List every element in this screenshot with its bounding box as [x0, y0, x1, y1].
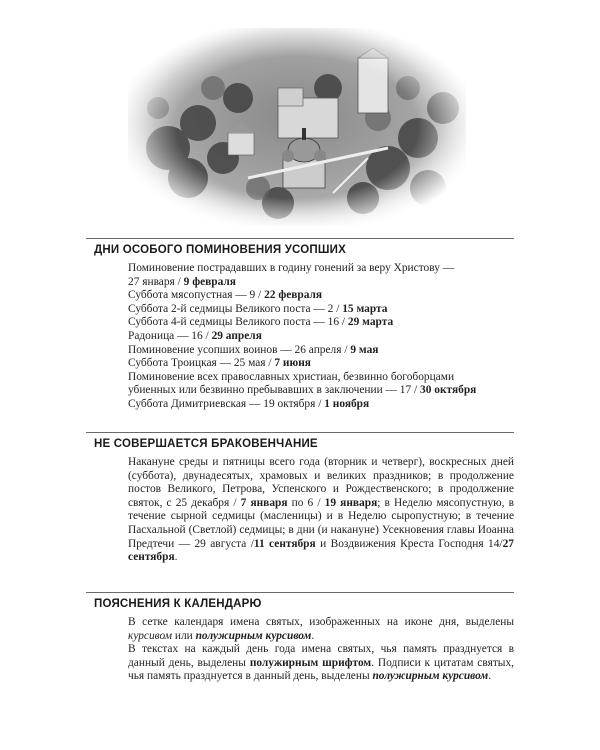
item-text: Суббота Димитриевская — 19 октября / — [128, 397, 325, 410]
item-text: Суббота Троицкая — 25 мая / — [128, 357, 275, 370]
paragraph-text: или — [172, 629, 196, 642]
item-text: Радоница — 16 / — [128, 329, 212, 342]
section-divider — [86, 432, 514, 433]
list-item — [128, 289, 514, 303]
section-no-weddings — [86, 432, 514, 565]
item-date-bold: 29 марта — [347, 316, 394, 329]
date-bold: 27 сентября — [128, 537, 514, 564]
item-date-bold: 1 ноября — [324, 397, 370, 410]
paragraph-text: ; в Неделю мясопустную, в течение сырной седмицы (масленицы) и в Неделю сыропустную; в течение Пасхальной (Светлой) седмицы; в дни (и накануне) Усекновения главы Иоанна Предтечи — 29 августа / — [128, 496, 515, 550]
paragraph-text: . — [311, 629, 315, 642]
list-item — [128, 384, 514, 398]
date-bold: 19 января — [324, 496, 378, 509]
item-date-bold: 9 февраля — [183, 275, 236, 288]
section-heading: ДНИ ОСОБОГО ПОМИНОВЕНИЯ УСОПШИХ — [94, 244, 346, 256]
item-date-bold: 7 июня — [274, 357, 311, 370]
section-heading: НЕ СОВЕРШАЕТСЯ БРАКОВЕНЧАНИЕ — [94, 438, 318, 450]
monastery-photo — [128, 28, 466, 226]
item-date-bold: 30 октября — [420, 384, 477, 397]
calendar-notes-paragraph-2 — [128, 643, 514, 684]
paragraph-text: . Подписи к цитатам святых, чья память празднуется в данный день, выделены — [128, 656, 515, 683]
list-item — [128, 371, 514, 385]
item-date-bold: 15 марта — [342, 302, 388, 315]
item-text: Суббота мясопустная — 9 / — [128, 289, 265, 302]
item-text: Суббота 2-й седмицы Великого поста — 2 / — [128, 302, 343, 315]
date-bold: 11 сентября — [253, 537, 316, 550]
list-item — [128, 262, 514, 276]
no-weddings-paragraph — [128, 456, 514, 565]
section-memorial-days — [86, 238, 514, 412]
section-heading: ПОЯСНЕНИЯ К КАЛЕНДАРЮ — [94, 598, 262, 610]
section-calendar-notes — [86, 592, 514, 684]
item-date-bold: 22 февраля — [264, 289, 323, 302]
list-item — [128, 303, 514, 317]
section-divider — [86, 238, 514, 239]
italic-term: курсивом — [128, 629, 173, 642]
item-date-bold: 29 апреля — [211, 329, 262, 342]
list-item — [128, 330, 514, 344]
paragraph-text: и Воздвижения Креста Господня 14/ — [315, 537, 503, 550]
paragraph-text: В текстах на каждый день года имена святых, чья память празднуется в данный день, выделены — [128, 643, 514, 669]
item-text: убиенных или безвинно пребывавших в заключении — 17 / — [128, 384, 421, 397]
item-text: 27 января / — [128, 275, 184, 288]
item-text: Суббота 4-й седмицы Великого поста — 16 / — [128, 316, 348, 329]
paragraph-text: В сетке календаря имена святых, изображенных на иконе дня, выделены — [128, 616, 514, 628]
paragraph-text: . — [488, 670, 492, 683]
bold-italic-term: полужирным курсивом — [195, 629, 312, 642]
bold-italic-term: полужирным курсивом — [372, 670, 489, 683]
list-item — [128, 276, 514, 290]
paragraph-text: . — [174, 551, 178, 564]
paragraph-text: по 6 / — [287, 496, 325, 509]
paragraph-text: Накануне среды и пятницы всего года (вторник и четверг), воскресных дней (суббота), двунадесятых, храмовых и великих праздников; в продолжение постов Великого, Петрова, Успенского и Рождественского; в продолжение святок, с 25 декабря / — [128, 456, 514, 509]
item-date-bold: 9 мая — [350, 343, 379, 356]
list-item — [128, 398, 514, 412]
item-text: Поминовение пострадавших в годину гонений за веру Христову — — [128, 262, 455, 274]
item-text: Поминовение всех православных христиан, безвинно богоборцами — [128, 370, 455, 383]
bold-term: полужирным шрифтом — [249, 656, 372, 669]
calendar-notes-paragraph-1 — [128, 616, 514, 643]
list-item — [128, 357, 514, 371]
item-text: Поминовение усопших воинов — 26 апреля / — [128, 343, 351, 356]
memorial-days-list — [128, 262, 514, 412]
list-item — [128, 344, 514, 358]
list-item — [128, 316, 514, 330]
date-bold: 7 января — [240, 496, 288, 509]
section-divider — [86, 592, 514, 593]
